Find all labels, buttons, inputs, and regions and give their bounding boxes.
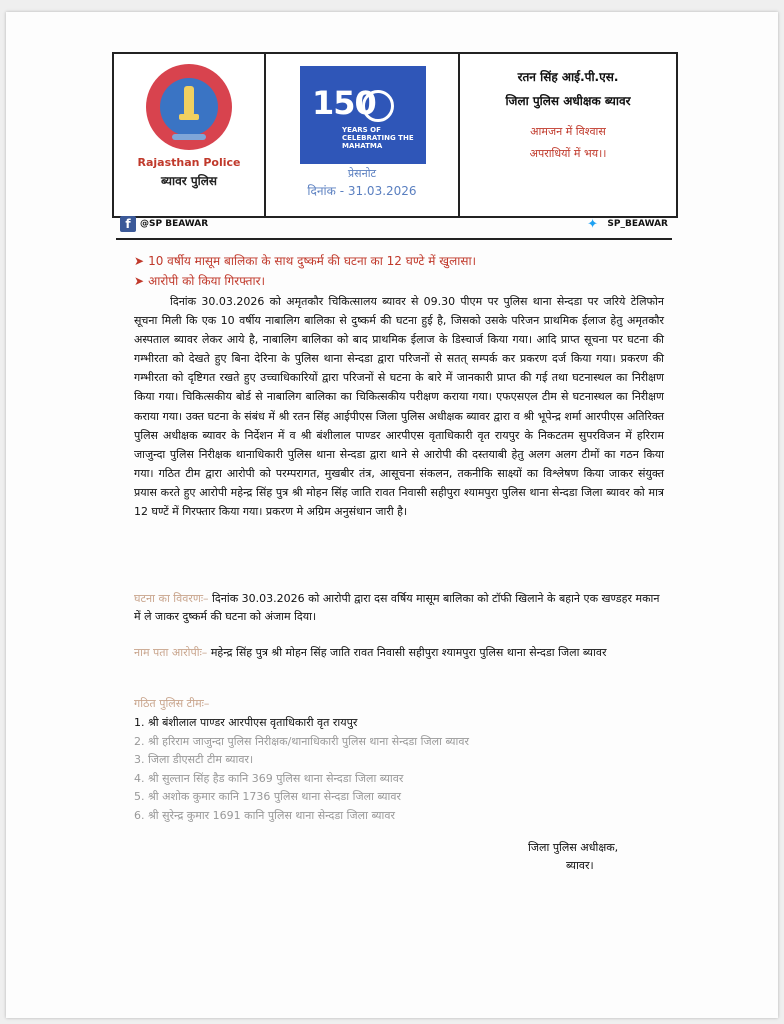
arrow-icon: ➤: [134, 254, 145, 268]
list-item: 3. जिला डीएसटी टीम ब्यावर।: [134, 753, 254, 766]
banner-cell: [266, 54, 460, 216]
headline-2: [134, 272, 654, 289]
twitter-handle: SP_BEAWAR: [607, 219, 668, 229]
org-name-hi: ब्यावर पुलिस: [160, 174, 218, 188]
mahatma-150-banner: [300, 66, 426, 164]
facebook-handle: @SP BEAWAR: [140, 219, 209, 229]
signature-place: ब्यावर।: [566, 859, 594, 872]
list-item: 6. श्री सुरेन्द्र कुमार 1691 कानि पुलिस थाना सेन्दडा जिला ब्यावर: [134, 808, 395, 822]
police-logo-cell: [114, 54, 266, 216]
accused-text: महेन्द्र सिंह पुत्र श्री मोहन सिंह जाति रावत निवासी सहीपुरा श्यामपुरा पुलिस थाना सेन्दडा जिला ब्यावर: [210, 646, 607, 659]
headline-1: [134, 252, 654, 269]
main-paragraph: दिनांक 30.03.2026 को अमृतकौर चिकित्सालय ब्यावर से 09.30 पीएम पर पुलिस थाना सेन्दडा पर जरिये टेलिफोन सूचना मिली कि एक 10 वर्षीय नाबालिग बालिका से दुष्कर्म की घटना हुई है, जिसको उसके परिजन प्राथमिक ईलाज हेतु अमृतकौर अस्पताल ब्यावर लेकर आये है, नाबालिग बालिका को बाद प्राथमिक ईलाज के डिस्चार्ज किया गया। आदि प्राप्त सूचना पर घटना की गम्भीरता को देखते हुए बिना देरिना के पुलिस थाना सेन्दडा द्वारा परिजनों से सतत् सम्पर्क कर प्रकरण दर्ज किया गया। प्रकरण की गम्भीरता को दृष्टिगत रखते हुए उच्चाधिकारियों द्वारा परिजनों से घटना के बारे में जानकारी प्राप्त की गई तथा घटनास्थल का निरीक्षण किया गया। चिकित्सकीय बोर्ड से नाबालिग बालिका का चिकित्सकीय परीक्षण कराया गया। एफएसएल टीम से घटनास्थल का निरीक्षण कराया गया। उक्त घटना के संबंध में श्री रतन सिंह आईपीएस जिला पुलिस अधीक्षक ब्यावर द्वारा व श्री भूपेन्द्र शर्मा आरपीएस अतिरिक्त पुलिस अधीक्षक ब्यावर के निर्देशन में व श्री बंशीलाल पाण्डर आरपीएस वृताधिकारी वृत रायपुर के निकटतम सुपरविजन में हरिराम जाजुन्दा पुलिस निरीक्षक थानाधिकारी पुलिस थाना सेन्दडा द्वारा थाने से आरोपी की दस्तयाबी हेतु अलग अलग टीमों का गठन किया गया। गठित टीम द्वारा आरोपी को परम्परागत, मुखबीर तंत्र, आसूचना संकलन, तकनीकि साक्ष्यों का विश्लेषण किया जाकर संयुक्त प्रयास करते हुए आरोपी महेन्द्र सिंह पुत्र श्री मोहन सिंह जाति रावत निवासी सहीपुरा श्यामपुरा पुलिस थाना सेन्दडा जिला ब्यावर को मात्र 12 घण्टें में गिरफ्तार किया गया। प्रकरण मे अग्रिम अनुसंधान जारी है।: [134, 295, 664, 519]
headline-2-text: आरोपी को किया गिरफ्तार।: [148, 274, 266, 288]
doc-type: प्रेसनोट: [347, 167, 377, 180]
accused-section: [134, 644, 664, 662]
accused-label: नाम पता आरोपीः–: [134, 646, 208, 659]
arrow-icon: ➤: [134, 274, 145, 288]
letterhead: [112, 52, 678, 218]
incident-label: घटना का विवरणः–: [134, 592, 209, 605]
rajasthan-police-emblem-icon: [146, 64, 232, 150]
charkha-wheel-icon: [362, 90, 394, 122]
officer-designation: जिला पुलिस अधीक्षक ब्यावर: [505, 94, 631, 108]
motto-line-2: अपराधियों में भय।।: [529, 147, 607, 160]
list-item: 4. श्री सुल्तान सिंह हैड कानि 369 पुलिस थाना सेन्दडा जिला ब्यावर: [134, 771, 404, 785]
officer-name: रतन सिंह आई.पी.एस.: [517, 70, 619, 84]
officer-cell: [460, 54, 676, 216]
org-name-en: Rajasthan Police: [137, 156, 241, 169]
social-bar: [116, 214, 672, 240]
team-list: [134, 714, 654, 825]
headline-1-text: 10 वर्षीय मासूम बालिका के साथ दुष्कर्म की घटना का 12 घण्टे में खुलासा।: [148, 254, 477, 268]
banner-number: 150: [312, 84, 376, 122]
facebook-icon: f: [120, 216, 136, 232]
signature-title: जिला पुलिस अधीक्षक,: [528, 841, 619, 854]
twitter-icon: ✦: [587, 217, 598, 232]
doc-date: दिनांक - 31.03.2026: [307, 184, 417, 198]
list-item: 2. श्री हरिराम जाजुन्दा पुलिस निरीक्षक/थानाधिकारी पुलिस थाना सेन्दडा जिला ब्यावर: [134, 734, 469, 748]
list-item: 5. श्री अशोक कुमार कानि 1736 पुलिस थाना सेन्दडा जिला ब्यावर: [134, 790, 401, 803]
banner-tagline: YEARS OF CELEBRATING THE MAHATMA: [342, 126, 414, 150]
incident-text: दिनांक 30.03.2026 को आरोपी द्वारा दस वर्षिय मासूम बालिका को टॉफी खिलाने के बहाने एक खण्डहर मकान में ले जाकर दुष्कर्म की घटना को अंजाम दिया।: [134, 592, 660, 623]
list-item: 1. श्री बंशीलाल पाण्डर आरपीएस वृताधिकारी वृत रायपुर: [134, 716, 358, 729]
team-title: गठित पुलिस टीमः–: [134, 697, 210, 710]
motto-line-1: आमजन में विश्वास: [530, 125, 606, 138]
incident-section: [134, 590, 664, 626]
